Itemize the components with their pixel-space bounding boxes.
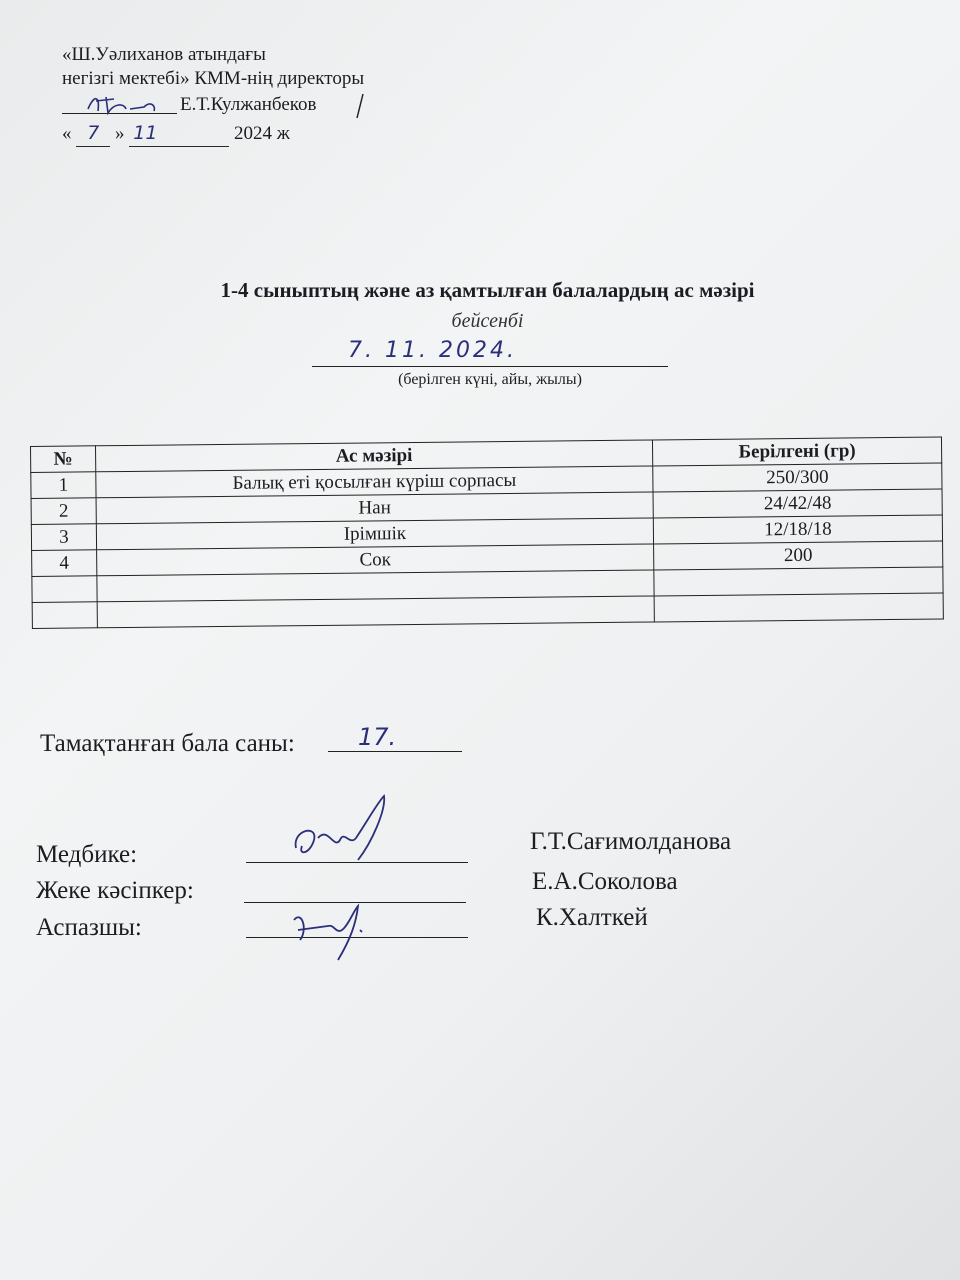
row-amount: 24/42/48 — [653, 489, 942, 518]
name-nurse: Г.Т.Сағимолданова — [530, 828, 732, 855]
date-caption: (берілген күні, айы, жылы) — [398, 371, 582, 388]
role-nurse: Медбике: — [36, 841, 138, 868]
name-entrepreneur: Е.А.Соколова — [532, 868, 678, 895]
date-close-quote: » — [115, 123, 125, 144]
row-amount — [654, 593, 943, 622]
row-number: 2 — [31, 498, 96, 525]
header-menu: Ас мәзірі — [96, 440, 653, 472]
date-year: 2024 ж — [234, 123, 290, 144]
name-cook: К.Халткей — [536, 904, 648, 931]
director-signature — [84, 91, 174, 117]
row-number: 1 — [31, 472, 96, 499]
row-amount — [654, 567, 943, 596]
menu-table — [30, 436, 944, 629]
children-count-value: 17. — [358, 723, 397, 751]
role-entrepreneur: Жеке кәсіпкер: — [36, 877, 194, 904]
director-signature-line — [62, 93, 177, 115]
row-amount: 12/18/18 — [653, 515, 942, 544]
header-amount: Берілгені (гр) — [652, 437, 941, 466]
children-count-field — [328, 723, 462, 752]
approval-date — [62, 120, 362, 146]
date-month: 11 — [129, 120, 229, 147]
role-cook: Аспазшы: — [36, 914, 142, 941]
weekday: бейсенбі — [451, 310, 524, 332]
row-dish: Сок — [97, 544, 654, 576]
date-open-quote: « — [62, 123, 72, 144]
row-amount: 200 — [654, 541, 943, 570]
row-dish: Ірімшік — [96, 518, 653, 550]
row-number — [32, 576, 97, 603]
date-line — [312, 338, 668, 367]
row-dish: Нан — [96, 492, 653, 524]
children-count-label: Тамақтанған бала саны: — [40, 730, 295, 757]
row-amount: 250/300 — [653, 463, 942, 492]
approval-line-1: «Ш.Уәлиханов атындағы — [62, 44, 266, 65]
row-number — [32, 602, 97, 629]
page-title: 1-4 сыныптың және аз қамтылған балалардың ас мәзірі — [220, 278, 755, 302]
header-number: № — [31, 446, 96, 473]
row-dish: Балық еті қосылған күріш сорпасы — [96, 466, 653, 498]
handwritten-date: 7. 11. 2024. — [348, 338, 517, 363]
row-dish — [97, 596, 654, 628]
nurse-signature — [288, 790, 398, 870]
row-number: 3 — [31, 524, 96, 551]
approval-line-2: негізгі мектебі» КММ-нің директоры — [62, 68, 365, 89]
director-name: Е.Т.Кулжанбеков — [180, 94, 317, 115]
director-slash — [355, 92, 365, 120]
cook-signature — [288, 900, 378, 964]
date-day: 7 — [76, 120, 110, 147]
row-number: 4 — [32, 550, 97, 577]
